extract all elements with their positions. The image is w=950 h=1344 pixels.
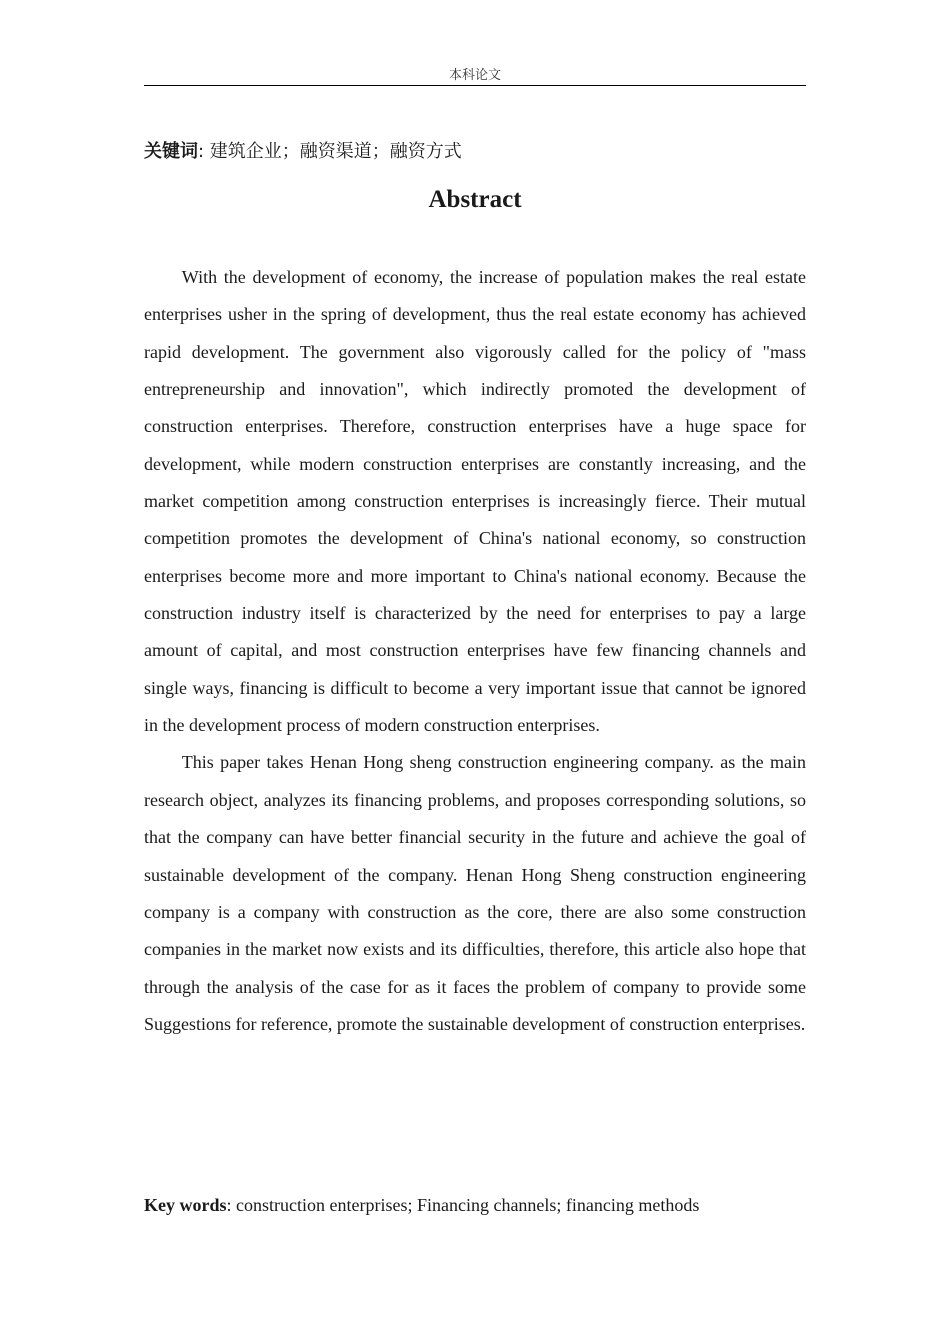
english-keywords [144, 1192, 806, 1218]
english-keywords-label: Key words [144, 1195, 227, 1215]
english-keywords-value: construction enterprises; Financing channels; financing methods [236, 1195, 700, 1215]
abstract-title: Abstract [428, 186, 522, 213]
abstract-body [144, 259, 806, 1043]
english-keywords-separator: : [226, 1195, 237, 1215]
chinese-keywords-value: 建筑企业；融资渠道；融资方式 [209, 141, 462, 162]
chinese-keywords-label: 关键词 [144, 141, 198, 162]
chinese-keywords-separator: : [198, 141, 210, 162]
abstract-paragraph: With the development of economy, the increase of population makes the real estate enterprises usher in the spring of development, thus the real estate economy has achieved rapid development. The government also vigorously called for the policy of "mass entrepreneurship and innovation", which indirectly promoted the development of construction enterprises. Therefore, construction enterprises have a huge space for development, while modern construction enterprises are constantly increasing, and the market competition among construction enterprises is increasingly fierce. Their mutual competition promotes the development of China's national economy, so construction enterprises become more and more important to China's national economy. Because the construction industry itself is characterized by the need for enterprises to pay a large amount of capital, and most construction enterprises have few financing channels and single ways, financing is difficult to become a very important issue that cannot be ignored in the development process of modern construction enterprises. [144, 267, 806, 736]
chinese-keywords [144, 139, 806, 165]
abstract-paragraph: This paper takes Henan Hong sheng construction engineering company. as the main research object, analyzes its financing problems, and proposes corresponding solutions, so that the company can have better financial security in the future and achieve the goal of sustainable development of the company. Henan Hong Sheng construction engineering company is a company with construction as the core, there are also some construction companies in the market now exists and its difficulties, therefore, this article also hope that through the analysis of the case for as it faces the problem of company to provide some Suggestions for reference, promote the sustainable development of construction enterprises. [144, 752, 806, 1034]
page-header: 本科论文 [144, 66, 806, 86]
